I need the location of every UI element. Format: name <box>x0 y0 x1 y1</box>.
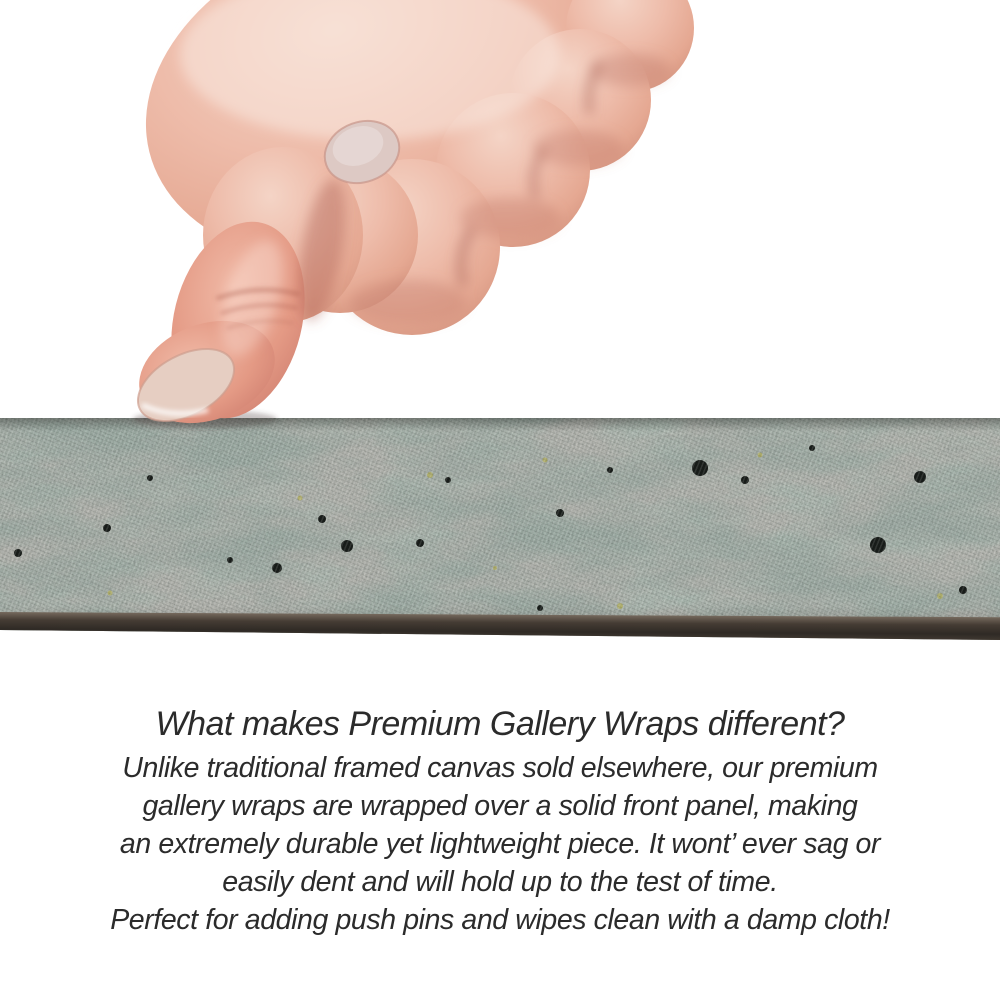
caption-line-4: easily dent and will hold up to the test of time. <box>222 866 778 898</box>
hand-photo <box>0 0 1000 450</box>
caption-heading: What makes Premium Gallery Wraps different? <box>155 705 845 743</box>
canvas-panel-dark-edge <box>0 612 1000 643</box>
caption-line-3: an extremely durable yet lightweight piece. It wont’ ever sag or <box>119 828 881 860</box>
caption-line-5: Perfect for adding push pins and wipes clean with a damp cloth! <box>110 904 890 936</box>
caption <box>0 703 1000 939</box>
caption-line-2: gallery wraps are wrapped over a solid front panel, making <box>142 790 858 822</box>
caption-line-1: Unlike traditional framed canvas sold elsewhere, our premium <box>122 752 878 784</box>
canvas-strip <box>0 418 1000 644</box>
canvas-shading <box>0 418 1000 644</box>
